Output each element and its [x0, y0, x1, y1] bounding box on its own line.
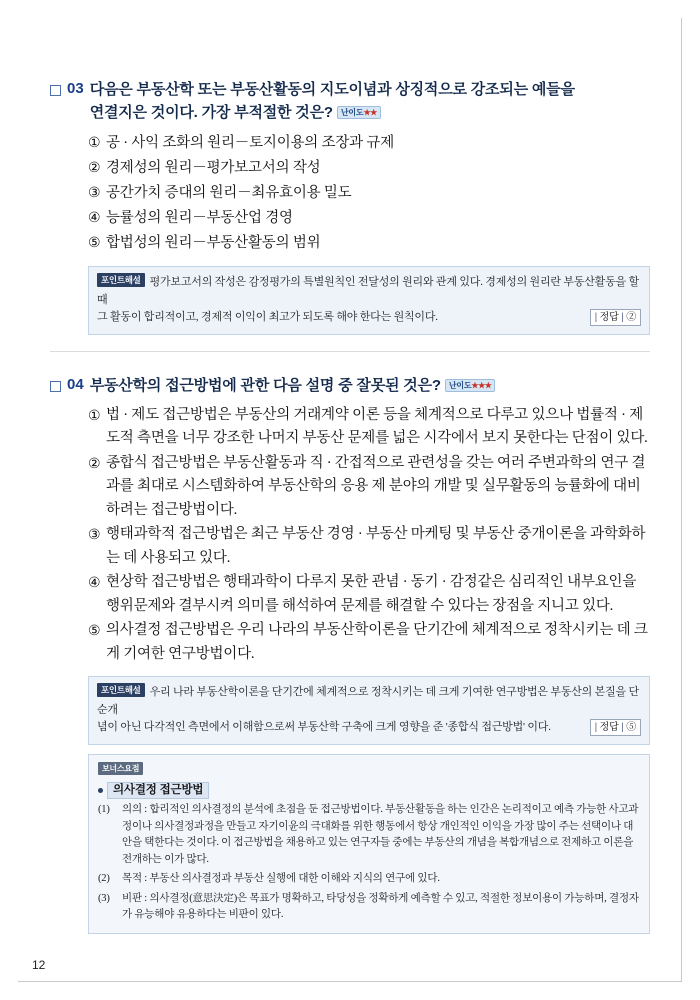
page-content [50, 78, 650, 944]
explanation-line2-row-03 [97, 309, 641, 327]
difficulty-stars-04: ★★★ [471, 380, 492, 390]
difficulty-badge-03 [337, 106, 381, 119]
difficulty-label-03: 난이도 [340, 108, 364, 117]
choice-list-03 [88, 131, 650, 256]
choice-marker: ③ [88, 186, 101, 201]
choice-list-04 [88, 404, 650, 667]
difficulty-label-04: 난이도 [448, 380, 472, 390]
choice-text: 의사결정 접근방법은 우리 나라의 부동산학이론을 단기간에 체계적으로 정착시키는 데 크게 기여한 연구방법이다. [106, 622, 648, 662]
question-prompt-03-line2: 연결지은 것이다. 가장 부적절한 것은? [89, 104, 333, 121]
question-block-04 [50, 374, 650, 934]
bonus-item-text: 의의 : 합리적인 의사결정의 분석에 초점을 둔 접근방법이다. 부동산활동을 하는 인간은 논리적이고 예측 가능한 사고과정이나 의사결정과정을 만들고 자기이윤의 극대화를 위한 행동에서 항상 개인적인 이익을 가장 많이 주는 선택이나 대안을 택한다는 것이다. 이 접근방법을 채용하고 있는 연구자들 중에는 부동산의 개념을 복합개념으로 전제하고 이론을 전개하는 이가 많다. [122, 804, 639, 865]
choice-item[interactable] [88, 619, 650, 666]
bonus-item-text: 목적 : 부동산 의사결정과 부동산 실행에 대한 이해와 지식의 연구에 있다. [122, 873, 440, 884]
question-checkbox-04[interactable] [50, 381, 61, 392]
choice-text: 종합식 접근방법은 부동산활동과 직 · 간접적으로 관련성을 갖는 여러 주변과학의 연구 결과를 최대로 시스템화하여 부동산학의 응용 제 분야의 개발 및 실무활동의 능률화에 대비하려는 접근방법이다. [106, 454, 646, 518]
bonus-item-number: (2) [98, 873, 110, 884]
question-prompt-04-line1: 부동산학의 접근방법에 관한 다음 설명 중 잘못된 것은? [89, 376, 441, 394]
choice-marker: ① [88, 408, 101, 424]
question-prompt-04 [90, 374, 496, 397]
choice-item[interactable] [88, 404, 650, 451]
choice-marker: ④ [88, 211, 101, 226]
choice-marker: ④ [88, 576, 101, 591]
bonus-list-item [98, 871, 640, 888]
explanation-text-04-line1: 우리 나라 부동산학이론을 단기간에 체계적으로 정착시키는 데 크게 기여한 연구방법은 부동산의 본질을 단순개 [97, 686, 639, 716]
choice-item[interactable] [88, 231, 650, 256]
explanation-text-04-line2: 념이 아닌 다각적인 측면에서 이해함으로써 부동산학 구축에 크게 영향을 준 '종합식 접근방법' 이다. [97, 721, 551, 733]
bonus-title-row [98, 782, 640, 799]
choice-text: 공 · 사익 조화의 원리－토지이용의 조장과 규제 [106, 135, 395, 151]
bonus-list-item [98, 802, 640, 868]
answer-badge-04: | 정답 | ⑤ [590, 719, 641, 736]
choice-text: 공간가치 증대의 원리－최유효이용 밀도 [106, 185, 352, 201]
choice-marker: ② [88, 456, 101, 472]
choice-text: 행태과학적 접근방법은 최근 부동산 경영 · 부동산 마케팅 및 부동산 중개이론을 과학화하는 데 사용되고 있다. [106, 526, 646, 566]
question-prompt-03-line1: 다음은 부동산학 또는 부동산활동의 지도이념과 상징적으로 강조되는 예들을 [89, 81, 575, 98]
bonus-tag: 보너스요점 [98, 762, 143, 775]
explanation-tag-04: 포인트해설 [97, 683, 145, 697]
choice-item[interactable] [88, 571, 650, 618]
answer-badge-03: | 정답 | ② [590, 309, 641, 326]
answer-label-04: 정답 [599, 722, 619, 733]
bonus-title-text: 의사결정 접근방법 [107, 782, 209, 799]
bullet-icon [98, 788, 103, 793]
choice-text: 법 · 제도 접근방법은 부동산의 거래계약 이론 등을 체계적으로 다루고 있으나 법률적 · 제도적 측면을 너무 강조한 나머지 부동산 문제를 넓은 시각에서 보지 못한다는 단점이 있다. [106, 406, 648, 446]
choice-text: 현상학 접근방법은 행태과학이 다루지 못한 관념 · 동기 · 감정같은 심리적인 내부요인을 행위문제와 결부시켜 의미를 해석하여 문제를 해결할 수 있다는 장점을 지니고 있다. [106, 574, 637, 614]
question-prompt-03 [90, 78, 575, 124]
question-checkbox-03[interactable] [50, 85, 61, 96]
choice-marker: ③ [88, 528, 101, 543]
question-header-04 [50, 374, 650, 397]
difficulty-badge-04 [445, 379, 496, 392]
answer-label-03: 정답 [599, 312, 619, 323]
choice-text: 합법성의 원리－부동산활동의 범위 [106, 235, 321, 251]
explanation-line2-row-04 [97, 719, 641, 737]
choice-text: 경제성의 원리－평가보고서의 작성 [106, 160, 321, 176]
bonus-item-number: (3) [98, 892, 110, 904]
choice-item[interactable] [88, 156, 650, 181]
answer-value-04: ⑤ [626, 722, 636, 733]
explanation-box-04 [88, 676, 650, 745]
choice-marker: ⑤ [88, 624, 101, 639]
choice-item[interactable] [88, 181, 650, 206]
choice-text: 능률성의 원리－부동산업 경영 [106, 210, 293, 226]
explanation-box-03 [88, 266, 650, 335]
explanation-text-03-line1: 평가보고서의 작성은 감정평가의 특별원칙인 전달성의 원리와 관계 있다. 경제성의 원리란 부동산활동을 할 때 [97, 276, 639, 306]
choice-item[interactable] [88, 206, 650, 231]
choice-item[interactable] [88, 523, 650, 570]
difficulty-stars-03: ★★ [363, 108, 377, 117]
explanation-tag-03: 포인트해설 [97, 273, 145, 287]
choice-item[interactable] [88, 131, 650, 156]
choice-marker: ② [88, 161, 101, 176]
question-number-03: 03 [67, 80, 84, 97]
question-number-04: 04 [67, 375, 84, 393]
question-header-03 [50, 78, 650, 124]
bonus-box-04 [88, 754, 650, 934]
question-block-03 [50, 78, 650, 335]
spacer [50, 352, 650, 374]
page-number: 12 [32, 958, 46, 972]
bonus-list-item [98, 891, 640, 924]
choice-item[interactable] [88, 452, 650, 523]
bonus-item-number: (1) [98, 804, 110, 815]
bonus-item-text: 비판 : 의사결정(意思決定)은 목표가 명확하고, 타당성을 정확하게 예측할 수 있고, 적절한 정보이용이 가능하며, 결정자가 유능해야 유용하다는 비판이 있다. [122, 892, 639, 920]
choice-marker: ⑤ [88, 236, 101, 251]
choice-marker: ① [88, 136, 101, 151]
answer-value-03: ② [626, 312, 636, 323]
explanation-text-03-line2: 그 활동이 합리적이고, 경제적 이익이 최고가 되도록 해야 한다는 원칙이다. [97, 311, 438, 323]
